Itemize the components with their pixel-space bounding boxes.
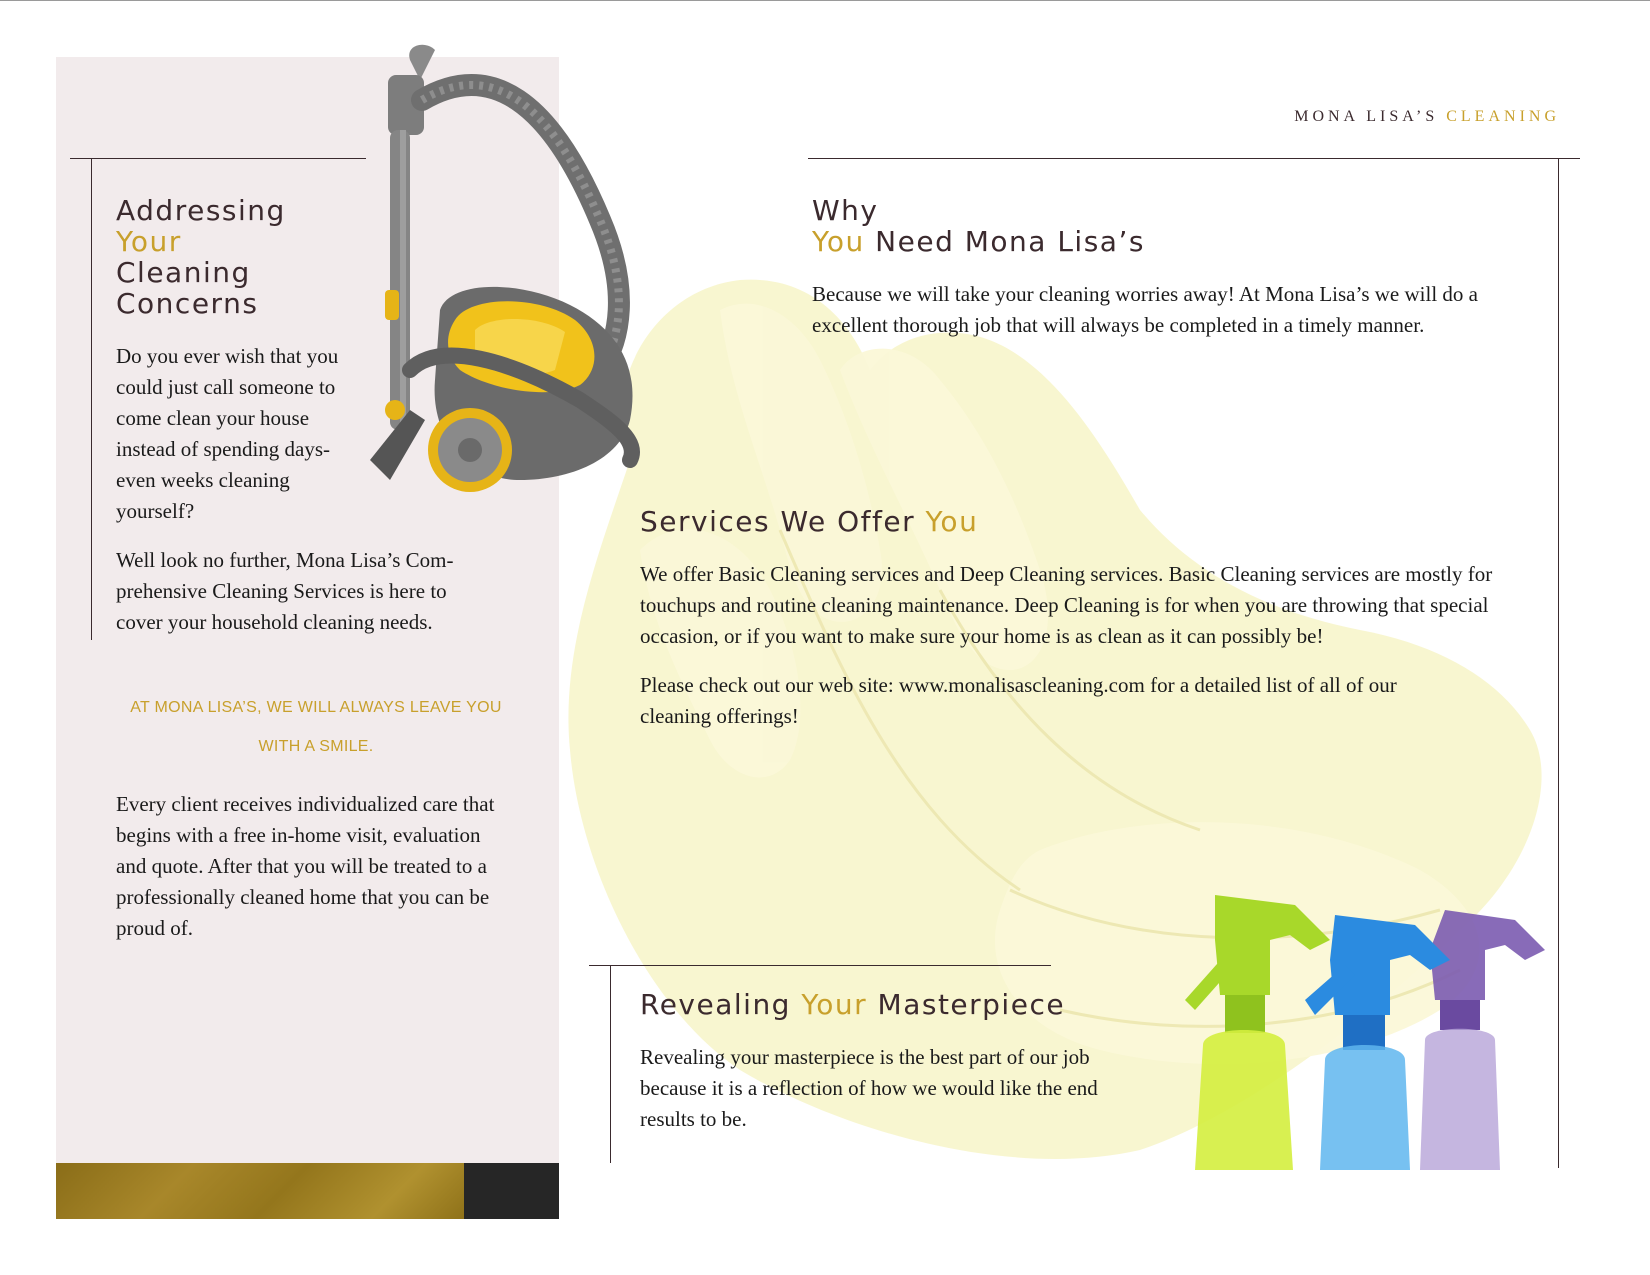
- reveal-heading-gold: Your: [801, 988, 868, 1021]
- why-heading-rule: [808, 158, 1580, 159]
- why-heading: [812, 195, 1145, 257]
- spray-bottles-image: [1185, 890, 1560, 1170]
- concerns-heading-line4: Concerns: [116, 287, 259, 320]
- reveal-heading: [640, 989, 1065, 1020]
- concerns-paragraph-2: Well look no further, Mona Lisa’s Com-prehensive Cleaning Services is here to cover your household cleaning needs.: [116, 548, 454, 634]
- why-paragraph: Because we will take your cleaning worries away! At Mona Lisa’s we will do a excellent thorough job that will always be completed in a timely manner.: [812, 282, 1478, 337]
- dark-footer-bar: [464, 1163, 559, 1219]
- gold-footer-bar: [56, 1163, 464, 1219]
- services-paragraph-1: We offer Basic Cleaning services and Deep Cleaning services. Basic Cleaning services are mostly for touchups and routine cleaning maintenance. Deep Cleaning is for when you are throwing that special occasion, or if you want to make sure your home is as clean as it can possibly be!: [640, 562, 1493, 648]
- concerns-heading-line2: Your: [116, 225, 182, 258]
- brand-name-part2: CLEANING: [1446, 108, 1560, 125]
- reveal-heading-text2: Masterpiece: [867, 988, 1066, 1021]
- pull-quote: AT MONA LISA’S, WE WILL ALWAYS LEAVE YOU WITH A SMILE.: [130, 699, 502, 755]
- why-heading-gold: You: [812, 225, 865, 258]
- services-heading-text: Services We Offer: [640, 505, 926, 538]
- services-heading: [640, 506, 978, 537]
- why-heading-line1: Why: [812, 194, 879, 227]
- client-care-paragraph: Every client receives individualized care that begins with a free in-home visit, evaluation and quote. After that you will be treated to a professionally cleaned home that you can be proud of.: [116, 792, 495, 940]
- services-paragraph-2: Please check out our web site: www.monalisascleaning.com for a detailed list of all of our cleaning offerings!: [640, 673, 1397, 728]
- brand-name-part1: MONA LISA’S: [1294, 108, 1447, 125]
- left-vertical-rule: [91, 158, 92, 640]
- concerns-paragraph-1: Do you ever wish that you could just call someone to come clean your house instead of spending days-even weeks cleaning yourself?: [116, 344, 339, 523]
- brand-name: [1294, 108, 1560, 126]
- services-heading-gold: You: [925, 505, 979, 538]
- top-rule: [0, 0, 1650, 1]
- concerns-heading-line1: Addressing: [116, 194, 286, 227]
- concerns-heading-line3: Cleaning: [116, 256, 251, 289]
- reveal-vertical-rule: [610, 965, 611, 1163]
- reveal-heading-rule: [589, 965, 1051, 966]
- reveal-heading-text1: Revealing: [640, 988, 802, 1021]
- concerns-heading: [116, 195, 286, 319]
- why-heading-rest: Need Mona Lisa’s: [864, 225, 1145, 258]
- left-heading-rule: [70, 158, 366, 159]
- vacuum-cleaner-image: [350, 40, 670, 520]
- reveal-paragraph: Revealing your masterpiece is the best part of our job because it is a reflection of how we would like the end results to be.: [640, 1045, 1098, 1131]
